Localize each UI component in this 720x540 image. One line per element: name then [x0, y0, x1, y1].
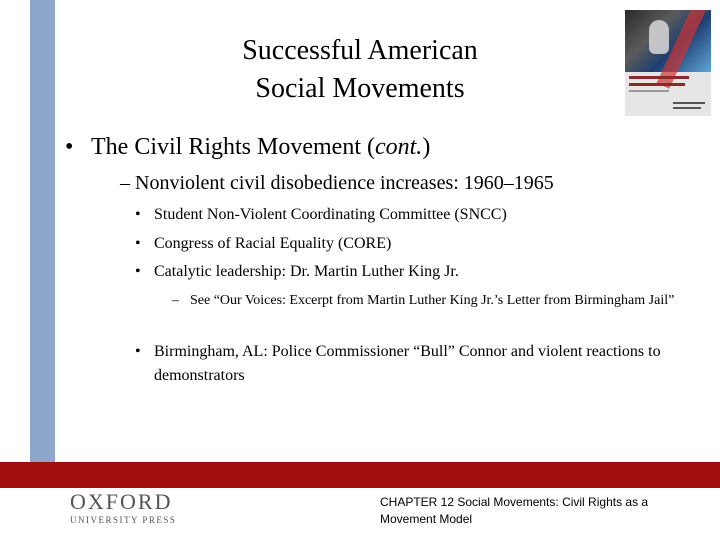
bullet-marker: •	[135, 343, 141, 360]
bullet-text-main: The Civil Rights Movement (	[91, 134, 375, 160]
bullet-text	[91, 134, 430, 161]
cover-subtitle-line	[629, 90, 669, 92]
bullet-marker: •	[65, 134, 74, 160]
bullet-marker: –	[172, 293, 179, 308]
bullet-text: Congress of Racial Equality (CORE)	[154, 235, 392, 252]
title-line-1: Successful American	[242, 35, 478, 66]
logo-sub-text: UNIVERSITY PRESS	[70, 515, 177, 525]
cover-author-line	[673, 102, 705, 104]
bullet-text: Catalytic leadership: Dr. Martin Luther King Jr.	[154, 263, 459, 280]
bullet-marker: •	[135, 235, 141, 252]
bullet-text: Birmingham, AL: Police Commissioner “Bull” Connor and violent reactions to demonstrators	[154, 343, 661, 384]
cover-title-line	[629, 76, 689, 79]
cover-title-line	[629, 83, 685, 86]
bullet-text: See “Our Voices: Excerpt from Martin Luther King Jr.’s Letter from Birmingham Jail”	[190, 293, 675, 308]
bullet-marker: •	[135, 263, 141, 280]
bullet-text-end: )	[422, 134, 431, 160]
left-accent-bar	[30, 0, 55, 462]
bullet-level2	[120, 172, 554, 195]
bullet-text: Student Non-Violent Coordinating Committee (SNCC)	[154, 206, 507, 223]
raised-hand-icon	[649, 20, 669, 54]
bullet-marker: •	[135, 206, 141, 223]
footer-bar	[0, 462, 720, 488]
chapter-caption: CHAPTER 12 Social Movements: Civil Rights as a Movement Model	[380, 495, 649, 526]
bullet-text: Nonviolent civil disobedience increases: 1960–1965	[135, 172, 554, 194]
bullet-marker: –	[120, 172, 130, 194]
oxford-logo	[70, 490, 180, 526]
book-cover-image	[625, 10, 711, 116]
title-line-2: Social Movements	[255, 73, 465, 104]
logo-main-text: OXFORD	[70, 489, 173, 514]
cover-author-line	[673, 107, 701, 109]
bullet-text-italic: cont.	[374, 134, 423, 160]
slide-title	[150, 32, 570, 108]
